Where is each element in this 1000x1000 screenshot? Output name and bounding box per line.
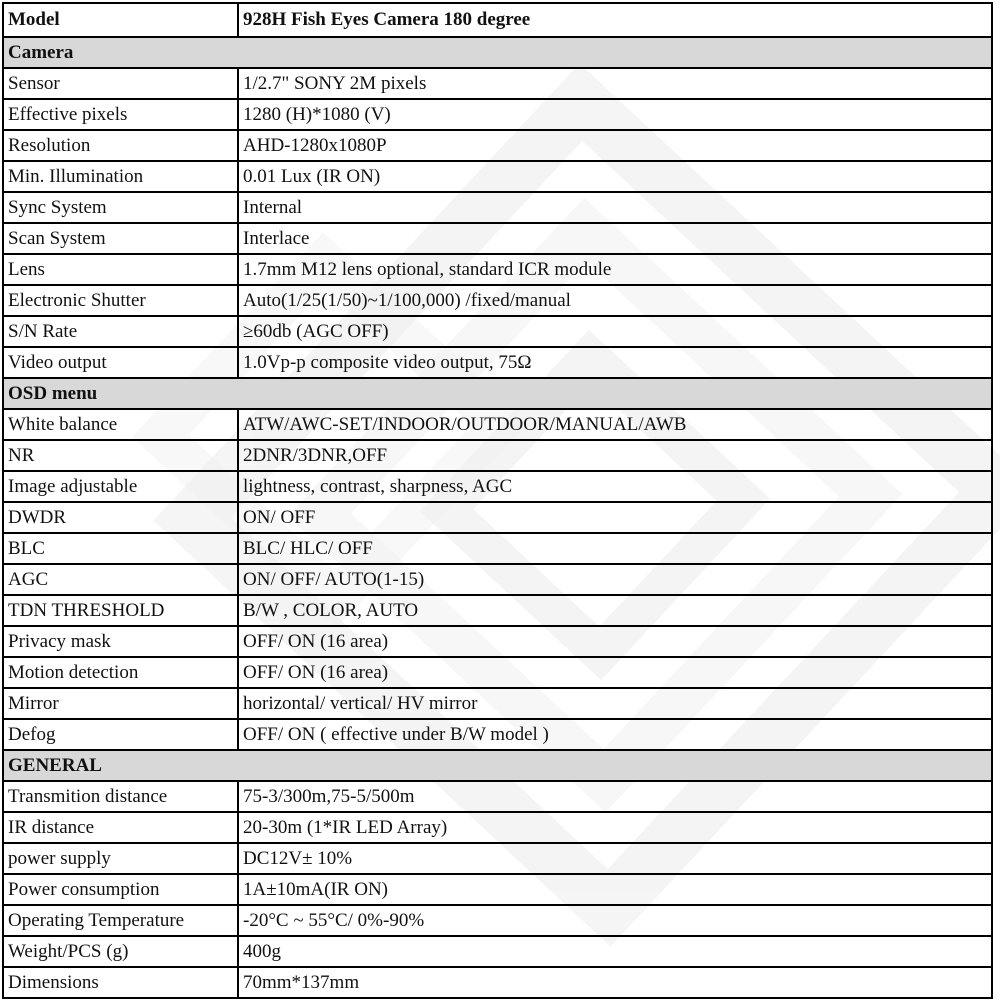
spec-value: OFF/ ON (16 area) bbox=[238, 626, 992, 657]
table-row bbox=[3, 905, 992, 936]
spec-value: 1.0Vp-p composite video output, 75Ω bbox=[238, 347, 992, 378]
spec-value: 2DNR/3DNR,OFF bbox=[238, 440, 992, 471]
table-row bbox=[3, 812, 992, 843]
spec-value: Interlace bbox=[238, 223, 992, 254]
spec-value: 1.7mm M12 lens optional, standard ICR module bbox=[238, 254, 992, 285]
spec-label: Resolution bbox=[3, 130, 238, 161]
table-row bbox=[3, 936, 992, 967]
spec-label: Power consumption bbox=[3, 874, 238, 905]
spec-value: OFF/ ON ( effective under B/W model ) bbox=[238, 719, 992, 750]
spec-label: S/N Rate bbox=[3, 316, 238, 347]
spec-label: BLC bbox=[3, 533, 238, 564]
spec-value: B/W , COLOR, AUTO bbox=[238, 595, 992, 626]
spec-label: Min. Illumination bbox=[3, 161, 238, 192]
spec-label: Mirror bbox=[3, 688, 238, 719]
spec-table-body bbox=[3, 3, 992, 998]
spec-value: 20-30m (1*IR LED Array) bbox=[238, 812, 992, 843]
spec-label: DWDR bbox=[3, 502, 238, 533]
table-row bbox=[3, 595, 992, 626]
table-row bbox=[3, 471, 992, 502]
table-row bbox=[3, 254, 992, 285]
spec-label: Scan System bbox=[3, 223, 238, 254]
table-row bbox=[3, 130, 992, 161]
spec-value: ON/ OFF/ AUTO(1-15) bbox=[238, 564, 992, 595]
table-row bbox=[3, 502, 992, 533]
table-row bbox=[3, 161, 992, 192]
section-title: GENERAL bbox=[3, 750, 992, 781]
spec-label: Electronic Shutter bbox=[3, 285, 238, 316]
spec-label: Privacy mask bbox=[3, 626, 238, 657]
spec-value: 0.01 Lux (IR ON) bbox=[238, 161, 992, 192]
table-row bbox=[3, 533, 992, 564]
spec-label: IR distance bbox=[3, 812, 238, 843]
spec-value: 75-3/300m,75-5/500m bbox=[238, 781, 992, 812]
spec-label: Video output bbox=[3, 347, 238, 378]
table-row bbox=[3, 347, 992, 378]
spec-value: AHD-1280x1080P bbox=[238, 130, 992, 161]
spec-value: DC12V± 10% bbox=[238, 843, 992, 874]
table-row bbox=[3, 99, 992, 130]
spec-label: Image adjustable bbox=[3, 471, 238, 502]
spec-value: 1A±10mA(IR ON) bbox=[238, 874, 992, 905]
section-header-row bbox=[3, 750, 992, 781]
section-header-row bbox=[3, 37, 992, 68]
table-row bbox=[3, 223, 992, 254]
table-row bbox=[3, 68, 992, 99]
spec-label: power supply bbox=[3, 843, 238, 874]
spec-label: Lens bbox=[3, 254, 238, 285]
table-row bbox=[3, 626, 992, 657]
spec-value: ON/ OFF bbox=[238, 502, 992, 533]
table-row bbox=[3, 719, 992, 750]
spec-label: Operating Temperature bbox=[3, 905, 238, 936]
table-row-model bbox=[3, 3, 992, 37]
spec-value-model: 928H Fish Eyes Camera 180 degree bbox=[238, 3, 992, 37]
table-row bbox=[3, 657, 992, 688]
spec-label-model: Model bbox=[3, 3, 238, 37]
spec-value: -20°C ~ 55°C/ 0%-90% bbox=[238, 905, 992, 936]
section-header-row bbox=[3, 378, 992, 409]
spec-value: 70mm*137mm bbox=[238, 967, 992, 998]
spec-label: Motion detection bbox=[3, 657, 238, 688]
spec-label: Dimensions bbox=[3, 967, 238, 998]
spec-value: horizontal/ vertical/ HV mirror bbox=[238, 688, 992, 719]
spec-value: lightness, contrast, sharpness, AGC bbox=[238, 471, 992, 502]
table-row bbox=[3, 781, 992, 812]
table-row bbox=[3, 409, 992, 440]
spec-label: White balance bbox=[3, 409, 238, 440]
table-row bbox=[3, 440, 992, 471]
spec-value: 1/2.7" SONY 2M pixels bbox=[238, 68, 992, 99]
spec-label: Defog bbox=[3, 719, 238, 750]
table-row bbox=[3, 843, 992, 874]
table-row bbox=[3, 192, 992, 223]
spec-value: ATW/AWC-SET/INDOOR/OUTDOOR/MANUAL/AWB bbox=[238, 409, 992, 440]
spec-label: AGC bbox=[3, 564, 238, 595]
spec-label: Sensor bbox=[3, 68, 238, 99]
spec-table bbox=[2, 2, 993, 999]
section-title: OSD menu bbox=[3, 378, 992, 409]
table-row bbox=[3, 688, 992, 719]
spec-value: 1280 (H)*1080 (V) bbox=[238, 99, 992, 130]
spec-value: BLC/ HLC/ OFF bbox=[238, 533, 992, 564]
table-row bbox=[3, 316, 992, 347]
spec-label: NR bbox=[3, 440, 238, 471]
spec-label: Sync System bbox=[3, 192, 238, 223]
table-row bbox=[3, 564, 992, 595]
spec-value: 400g bbox=[238, 936, 992, 967]
spec-label: TDN THRESHOLD bbox=[3, 595, 238, 626]
spec-value: ≥60db (AGC OFF) bbox=[238, 316, 992, 347]
spec-label: Effective pixels bbox=[3, 99, 238, 130]
spec-value: OFF/ ON (16 area) bbox=[238, 657, 992, 688]
spec-label: Weight/PCS (g) bbox=[3, 936, 238, 967]
table-row bbox=[3, 874, 992, 905]
spec-label: Transmition distance bbox=[3, 781, 238, 812]
section-title: Camera bbox=[3, 37, 992, 68]
spec-value: Auto(1/25(1/50)~1/100,000) /fixed/manual bbox=[238, 285, 992, 316]
spec-value: Internal bbox=[238, 192, 992, 223]
table-row bbox=[3, 967, 992, 998]
table-row bbox=[3, 285, 992, 316]
